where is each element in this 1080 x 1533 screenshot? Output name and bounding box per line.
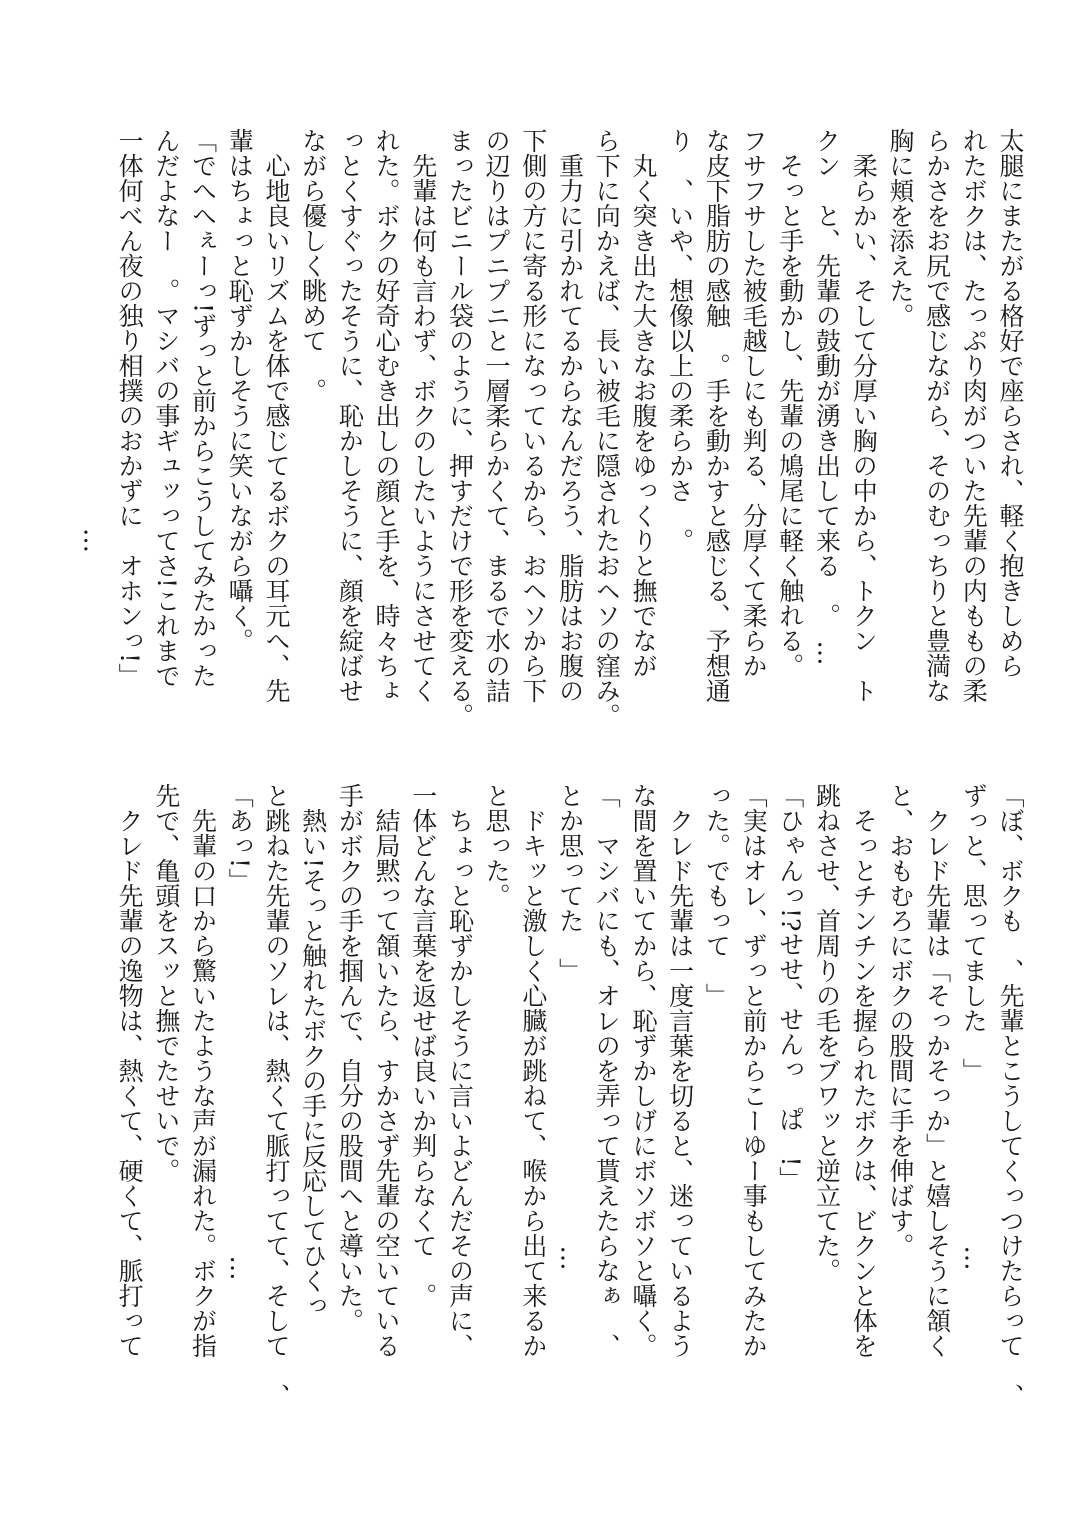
text-line: 重力に引かれてるからなんだろう、脂肪はお腹の (555, 128, 585, 703)
text-line: フサフサした被毛越しにも判る、分厚くて柔らか (739, 128, 769, 678)
text-line: っとくすぐったそうに、恥かしそうに、顔を綻ばせ (335, 128, 365, 703)
text-line: 跳ねさせ、首周りの毛をブワッと逆立てた。 (812, 783, 842, 1283)
text-line: れたボクは、たっぷり肉がついた先輩の内ももの柔 (959, 128, 989, 703)
text-line: ずっと、思ってました 」 … (959, 783, 989, 1271)
text-line: クレド先輩の逸物は、熱くて、硬くて、脈打って (115, 783, 145, 1358)
text-line: 先輩は何も言わず、ボクのしたいようにさせてく (408, 128, 438, 703)
text-line: 「でへへぇーっ!ずっと前からこうしてみたかった (188, 128, 218, 689)
text-line: 柔らかい、そして分厚い胸の中から、トクン ト (849, 128, 879, 703)
text-line: 先で、亀頭をスッと撫でたせいで。 (151, 783, 181, 1183)
text-line: り 、いや、想像以上の柔らかさ 。 (665, 128, 695, 553)
text-line: とか思ってた 」 … (555, 783, 585, 1271)
text-line: 結局黙って頷いたら、すかさず先輩の空いている (372, 783, 402, 1358)
text-line: 下側の方に寄る形になっているから、おヘソから下 (518, 128, 548, 703)
text-line: 一体何べん夜の独り相撲のおかずに オホンっ!」 (115, 128, 145, 689)
text-line: 熱い!そっと触れたボクの手に反応してひくっ (298, 783, 328, 1319)
text-line: な間を置いてから、恥ずかしげにボソボソと囁く。 (628, 783, 658, 1358)
text-line: 心地良いリズムを体で感じてるボクの耳元へ、先 (261, 128, 291, 703)
text-line: ちょっと恥ずかしそうに言いよどんだその声に、 (445, 783, 475, 1358)
text-line: な皮下脂肪の感触 。手を動かすと感じる、予想通 (702, 128, 732, 703)
text-line: と思った。 (482, 783, 512, 908)
text-line: まったビニール袋のように、押すだけで形を変える。 (445, 128, 475, 728)
text-line: クン と、先輩の鼓動が湧き出して来る 。 … (812, 128, 842, 666)
text-line: 胸に頬を添えた。 (885, 128, 915, 328)
text-line: 「 マシバにも、オレのを弄って貰えたらなぁ 、 (592, 783, 622, 1358)
text-line: そっとチンチンを握られたボクは、ビクンと体を (849, 783, 879, 1358)
text-line: 「あっ!」 … (225, 783, 255, 1281)
text-line: と、おもむろにボクの股間に手を伸ばす。 (885, 783, 915, 1258)
text-line: クレド先輩は「そっかそっか」と嬉しそうに頷く (922, 783, 952, 1358)
text-line: ながら優しく眺めて 。 (298, 128, 328, 403)
text-line: と跳ねた先輩のソレは、熱くて脈打ってて、そして 、 (261, 783, 291, 1408)
text-line: らかさをお尻で感じながら、そのむっちりと豊満な (922, 128, 952, 703)
text-line: そっと手を動かし、先輩の鳩尾に軽く触れる。 (775, 128, 805, 678)
text-line: ら下に向かえば、長い被毛に隠されたおヘソの窪み。 (592, 128, 622, 728)
text-line: の辺りはプニプニと一層柔らかくて、まるで水の詰 (482, 128, 512, 703)
text-line: 太腿にまたがる格好で座らされ、軽く抱きしめら (996, 128, 1025, 678)
text-line: れた。ボクの好奇心むき出しの顔と手を、時々ちょ (372, 128, 402, 703)
text-line: 先輩の口から驚いたような声が漏れた。ボクが指 (188, 783, 218, 1358)
text-line: クレド先輩は一度言葉を切ると、迷っているよう (665, 783, 695, 1358)
text-line: 一体どんな言葉を返せば良いか判らなくて 。 (408, 783, 438, 1308)
text-line: 手がボクの手を掴んで、自分の股間へと導いた。 (335, 783, 365, 1333)
text-line: ドキッと激しく心臓が跳ねて、喉から出て来るか (518, 783, 548, 1358)
text-line: … (78, 128, 108, 553)
text-line: 「実はオレ、ずっと前からこーゆー事もしてみたか (739, 783, 769, 1358)
text-block-top (74, 128, 1028, 728)
text-line: 輩はちょっと恥ずかしそうに笑いながら囁く。 (225, 128, 255, 653)
text-block-bottom (110, 783, 1028, 1408)
text-line: 丸く突き出た大きなお腹をゆっくりと撫でなが (628, 128, 658, 678)
text-line: 「ひゃんっ!?せせ、せんっ ぱ !」 (775, 783, 805, 1192)
text-line: んだよなー 。マシバの事ギュッってさ!これまで (151, 128, 181, 689)
text-line: 「ぼ、ボクも 、先輩とこうしてくっつけたらって 、 (996, 783, 1025, 1408)
text-line: った。でもって 」 (702, 783, 732, 1008)
